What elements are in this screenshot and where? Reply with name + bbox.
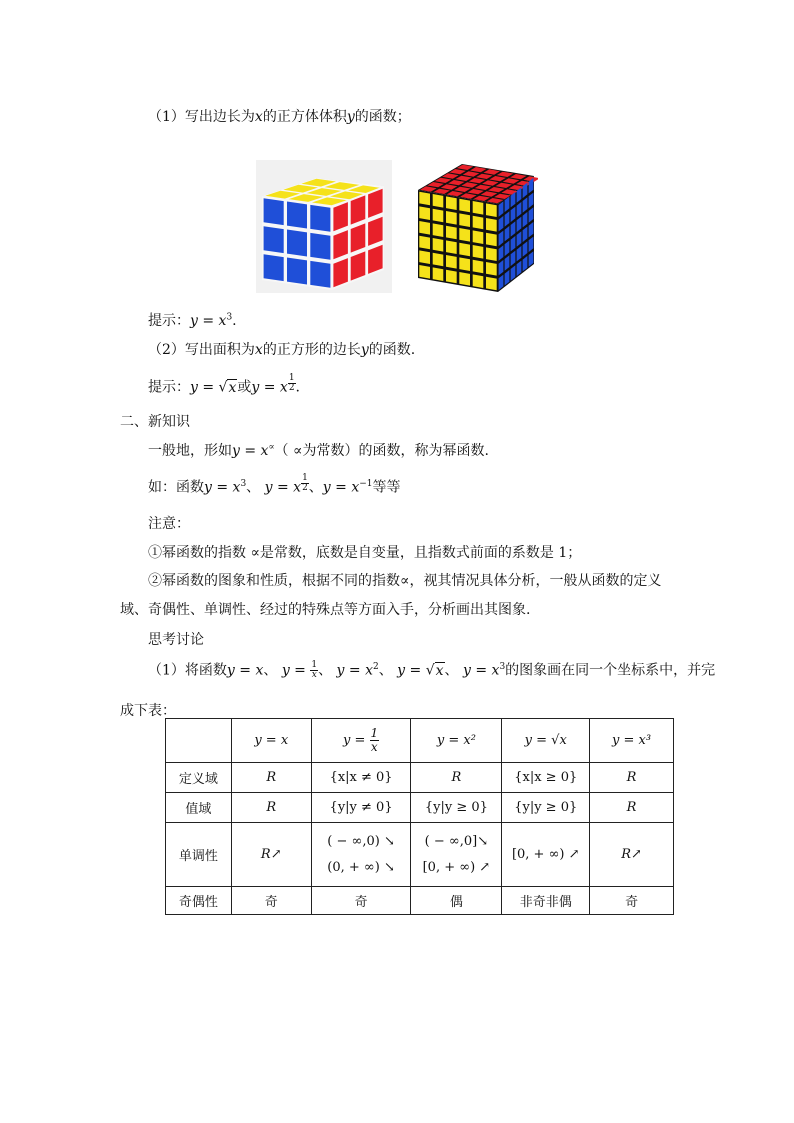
cube-sticker (473, 216, 484, 230)
think-discuss-title: 思考讨论 (148, 632, 204, 648)
cube-sticker (287, 202, 307, 229)
table-cell: {y|y ≠ 0} (311, 793, 411, 823)
table-row (166, 793, 674, 823)
table-cell: [0, + ∞) ↗ (502, 823, 590, 887)
table-cell: R (590, 763, 674, 793)
note-title: 注意： (148, 516, 190, 532)
table-cell: R (411, 763, 502, 793)
cube-sticker (433, 223, 444, 237)
cube-sticker (287, 258, 307, 285)
task-1-continued: 成下表： (120, 703, 176, 719)
table-cell: R↗ (590, 823, 674, 887)
cube-sticker (310, 261, 330, 288)
table-cell: R (231, 793, 311, 823)
cube-sticker (419, 192, 430, 206)
table-cell: R (231, 763, 311, 793)
cube-sticker (446, 240, 457, 254)
cube-sticker (486, 262, 497, 276)
cube-sticker (486, 233, 497, 247)
table-cell: R↗ (231, 823, 311, 887)
cube-sticker (473, 201, 484, 215)
table-header-cell: y = x² (411, 719, 502, 763)
table-cell: {y|y ≥ 0} (502, 793, 590, 823)
hint-1: 提示：$y = x^3$. (148, 312, 237, 329)
cube-sticker (459, 243, 470, 257)
table-row (166, 887, 674, 915)
cube-sticker (433, 194, 444, 208)
table-cell: ( − ∞,0) ↘ (0, + ∞) ↘ (311, 823, 411, 887)
cube-sticker (419, 221, 430, 235)
cube-sticker (264, 254, 284, 281)
note-2-line-1: ②幂函数的图象和性质，根据不同的指数∝，视其情况具体分析，一般从函数的定义 (148, 573, 662, 589)
task-1: （1）将函数y = x、 y = $\frac{1}{x}$ 、 $y = x^2$、 y = √x、 $y = x^3$的图象画在同一个坐标系中，并完 (148, 660, 716, 680)
cube-sticker (264, 226, 284, 253)
table-row-label: 单调性 (166, 823, 232, 887)
cube-sticker (486, 277, 497, 291)
table-row-label: 奇偶性 (166, 887, 232, 915)
table-cell: 奇 (590, 887, 674, 915)
cube-sticker (473, 245, 484, 259)
cube-sticker (419, 206, 430, 220)
cube-sticker (446, 196, 457, 210)
table-cell: {y|y ≥ 0} (411, 793, 502, 823)
cube-sticker (433, 209, 444, 223)
properties-table (165, 718, 674, 915)
cube-sticker (287, 230, 307, 257)
cube-6x6-image (410, 160, 538, 296)
table-row-label: 值域 (166, 793, 232, 823)
table-header-cell: y = x³ (590, 719, 674, 763)
table-cell: 奇 (311, 887, 411, 915)
table-header-cell: y = √x (502, 719, 590, 763)
cube-sticker (459, 257, 470, 271)
note-2-line-2: 域、奇偶性、单调性、经过的特殊点等方面入手，分析画出其图象. (120, 602, 531, 618)
definition-power-function: 一般地，形如y = x∝（ ∝为常数）的函数，称为幂函数. (148, 442, 489, 459)
cube-sticker (486, 203, 497, 217)
cube-sticker (433, 267, 444, 281)
cube-sticker (446, 270, 457, 284)
table-header-cell: y = $\frac{1}{x}$ (311, 719, 411, 763)
section-title-new-knowledge: 二、新知识 (120, 414, 190, 430)
cube-sticker (473, 260, 484, 274)
note-1: ①幂函数的指数 ∝是常数，底数是自变量，且指数式前面的系数是 1； (148, 545, 582, 561)
cube-sticker (446, 255, 457, 269)
table-row-label: 定义域 (166, 763, 232, 793)
cube-sticker (459, 199, 470, 213)
cube-sticker (459, 213, 470, 227)
question-2: （2）写出面积为x的正方形的边长y的函数. (148, 342, 416, 358)
cube-sticker (264, 198, 284, 225)
table-header-cell: y = x (231, 719, 311, 763)
cube-sticker (473, 230, 484, 244)
table-cell: {x|x ≠ 0} (311, 763, 411, 793)
hint-2: 提示：y = √x或y = x $^{\frac{1}{2}}$ . (148, 373, 300, 396)
cube-sticker (446, 226, 457, 240)
cube-sticker (486, 218, 497, 232)
table-row (166, 823, 674, 887)
table-cell: R (590, 793, 674, 823)
cube-sticker (473, 274, 484, 288)
table-cell: 非奇非偶 (502, 887, 590, 915)
table-header-row (166, 719, 674, 763)
cube-sticker (486, 247, 497, 261)
cube-3x3-image (256, 160, 392, 293)
cube-sticker (433, 238, 444, 252)
cube-sticker (446, 211, 457, 225)
table-cell: ( − ∞,0]↘ [0, + ∞) ↗ (411, 823, 502, 887)
cube-sticker (419, 265, 430, 279)
cube-3x3-left-face (262, 196, 332, 290)
cube-sticker (419, 250, 430, 264)
table-cell: 奇 (231, 887, 311, 915)
cube-sticker (419, 236, 430, 250)
examples: 如：函数$y = x^3$、 y = x $^{\frac{1}{2}}$ 、$y = x^{-1}$等等 (148, 473, 401, 496)
cube-sticker (433, 253, 444, 267)
cube-sticker (459, 272, 470, 286)
table-cell: {x|x ≥ 0} (502, 763, 590, 793)
cube-sticker (459, 228, 470, 242)
question-1: （1）写出边长为x的正方体体积y的函数； (148, 109, 411, 125)
cube-sticker (310, 233, 330, 260)
table-header-empty (166, 719, 232, 763)
cube-sticker (310, 205, 330, 232)
table-cell: 偶 (411, 887, 502, 915)
table-row (166, 763, 674, 793)
